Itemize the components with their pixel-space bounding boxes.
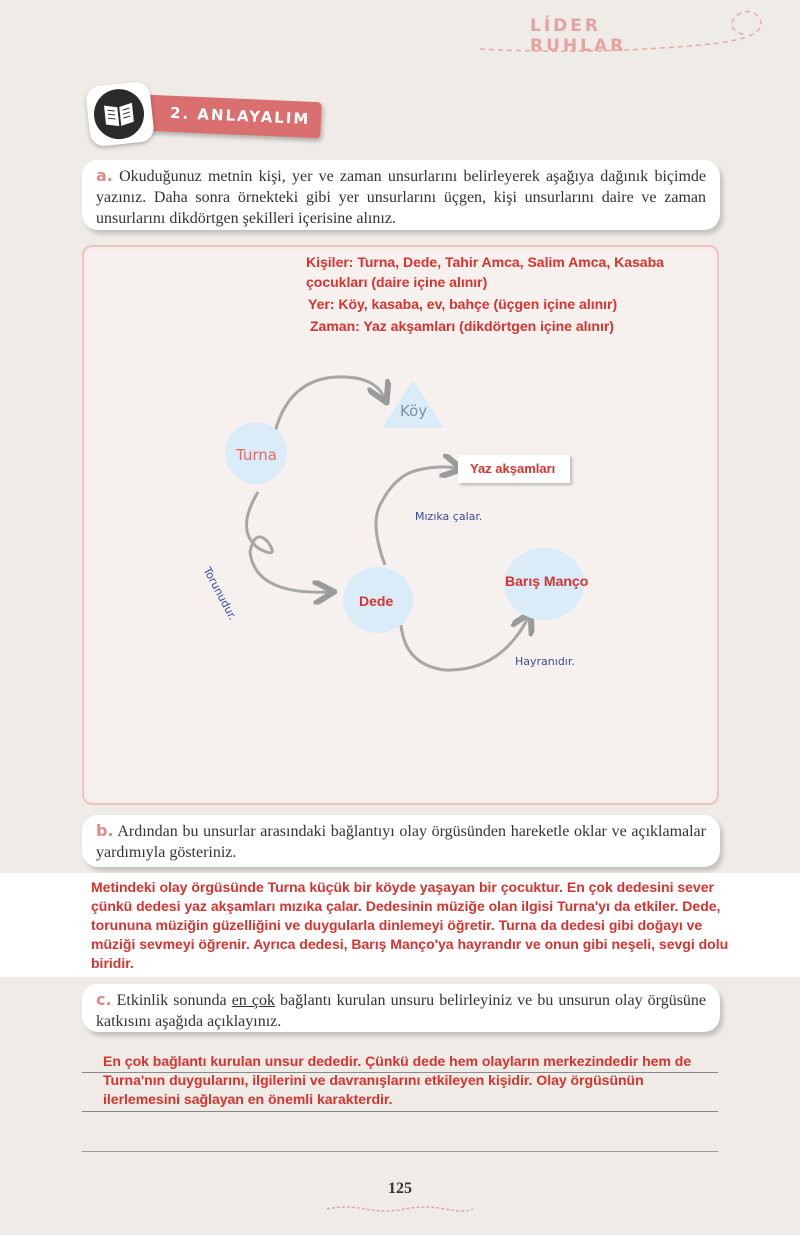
task-c-underlined: en çok [231,992,275,1009]
answer-place: Yer: Köy, kasaba, ev, bahçe (üçgen içine alınır) [308,296,618,312]
section-title: 2. ANLAYALIM [169,103,311,129]
page-number: 125 [388,1180,412,1197]
answer-b-text: Metindeki olay örgüsünde Turna küçük bir köyde yaşayan bir çocuktur. En çok dedesini sever çünkü dedesi yaz akşamları mızıka çalar. Dedesinin müziğe olan ilgisi Turna'yı da etkiler. Dede, torununa müziğin güzelliğini ve duygularla dinlemeyi öğretir. Turna da dedesi gibi doğayı ve müziği sevmeyi öğrenir. Ayrıca dedesi, Barış Manço'ya hayrandır ve onun gibi neşeli, sevgi dolu biridir. [91,879,729,971]
task-c-text-before: Etkinlik sonunda [116,992,227,1009]
arrow-dede-baris [401,618,528,670]
arrow-turna-koy [275,377,384,432]
node-koy-label: Köy [400,402,428,420]
bottom-rule [82,1151,718,1152]
relation-muzika: Mızıka çalar. [415,510,483,523]
open-book-icon [92,87,147,142]
answer-people-cont: çocukları (daire içine alınır) [306,274,488,290]
arrow-turna-dede [247,492,329,592]
book-badge [85,81,155,147]
task-c-card [82,984,720,1032]
task-a-card [82,160,720,230]
task-c-letter: c. [96,990,112,1009]
node-turna-label: Turna [236,446,277,464]
node-baris-label: Barış Manço [505,573,589,589]
answer-c-text: En çok bağlantı kurulan unsur dededir. Çünkü dede hem olayların merkezindedir hem de Turna'nın duygularını, ilgilerini ve davranışlarını etkileyen kişidir. Olay örgüsünün ilerlemesini sağlayan en önemli karakterdir. [103,1053,692,1107]
task-c-text-after: bağlantı kurulan unsuru belirleyiniz ve bu unsurun olay örgüsüne katkısını aşağıda açıklayınız. [96,992,707,1030]
task-a-letter: a. [96,166,113,185]
task-a-text: Okuduğunuz metnin kişi, yer ve zaman unsurlarını belirleyerek aşağıya dağınık biçimde yazınız. Daha sonra örnekteki gibi yer unsurlarını üçgen, kişi unsurlarını daire ve zaman unsurlarını dikdörtgen şekilleri içerisine alınız. [96,168,706,227]
answer-time: Zaman: Yaz akşamları (dikdörtgen içine alınır) [310,318,614,334]
header-title: LİDER RUHLAR [530,16,627,56]
page-number-decoration [325,1203,475,1215]
task-b-text: Ardından bu unsurlar arasındaki bağlantıyı olay örgüsünden hareketle oklar ve açıklamalar yardımıyla gösteriniz. [96,823,706,861]
task-b-card [82,815,720,867]
relation-hayranidir: Hayranıdır. [515,655,575,668]
relation-torunudur: Torunudur. [200,565,240,623]
section-banner [88,82,328,152]
writing-line [82,1111,718,1112]
node-yaz-label: Yaz akşamları [470,461,556,476]
node-dede-label: Dede [359,593,394,609]
task-b-letter: b. [96,821,114,840]
answer-people: Kişiler: Turna, Dede, Tahir Amca, Salim Amca, Kasaba [306,254,664,270]
